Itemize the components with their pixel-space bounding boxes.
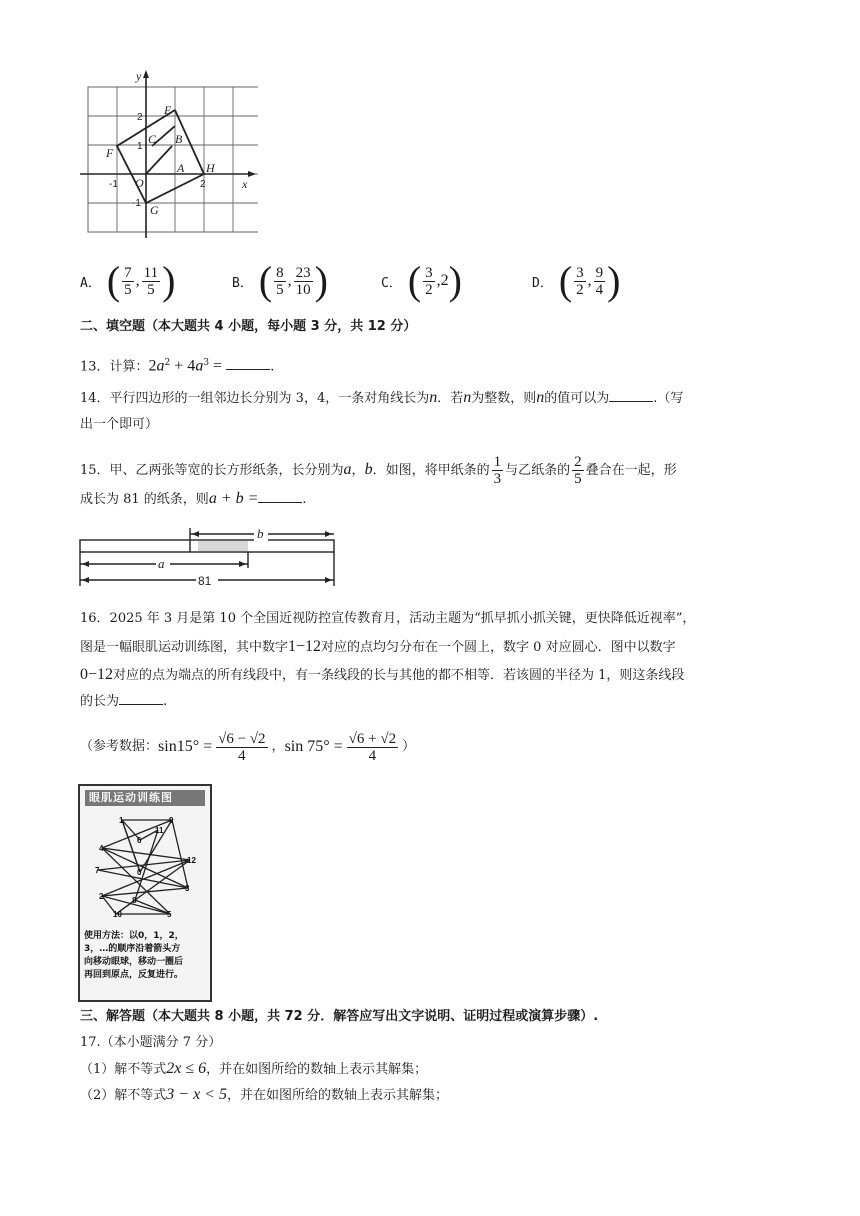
eye-number-label: 4 [99,844,104,853]
point-a-label: A [177,161,185,175]
choice-b[interactable]: B． ( $\frac{8}{5}$ , $\frac{23}{10}$ ) [232,258,328,303]
point-e-label: E [164,103,172,117]
point-b-label: B [175,132,183,146]
section-3-title: 三、解答题（本大题共 8 小题，共 72 分．解答应写出文字说明、证明过程或演算步骤）. [80,1009,599,1024]
tick-y2: 2 [137,112,143,123]
eye-path-segment [135,900,170,914]
eye-usage-1: 使用方法：以0，1，2， [84,931,184,941]
eye-number-label: 6 [137,836,142,845]
question-16-line-1: 16．2025 年 3 月是第 10 个全国近视防控宣传教育月，活动主题为“抓早抓小抓关键，更快降低近视率”， [80,611,696,626]
question-14-line-1: 14．平行四边形的一组邻边长分别为 3，4，一条对角线长为n．若n为整数，则n的值可以为 .（写 [80,389,684,406]
tick-y1: 1 [137,141,143,152]
question-15-line-1: 15．甲、乙两张等宽的长方形纸条，长分别为a，b．如图，将甲纸条的 $\frac{1}{3}$ 与乙纸条的 $\frac{2}{5}$ 叠合在一起，形 [80,454,677,487]
eye-number-label: 3 [185,884,190,893]
point-h-label: H [206,161,215,175]
answer-blank-15[interactable] [258,490,302,503]
eye-number-label: 2 [99,892,104,901]
choice-b-label: B． [232,275,253,291]
eye-number-label: 1 [119,816,124,825]
coordinate-grid-figure [78,66,258,242]
strip-label-b: b [257,526,264,541]
axis-x-label: x [242,177,248,191]
eye-number-label: 10 [113,910,122,919]
strip-label-a: a [158,556,165,571]
strip-label-81: 81 [198,574,212,588]
origin-label: O [135,176,144,190]
choice-c-label: C． [381,275,402,291]
eye-figure-diagram [80,810,210,928]
answer-blank-13[interactable] [226,357,270,370]
axis-y-label: y [136,69,142,83]
question-17-header: 17.（本小题满分 7 分） [80,1035,222,1050]
question-16-line-4: 的长为 . [80,694,168,709]
question-14-line-2: 出一个即可） [80,417,159,432]
answer-blank-16[interactable] [119,692,163,705]
question-16-line-2: 图是一幅眼肌运动训练图，其中数字1−12对应的点均匀分布在一个圆上，数字 0 对应圆心．图中以数字 [80,638,676,655]
eye-number-label: 9 [169,816,174,825]
tick-ym1: -1 [132,198,141,209]
choice-a-label: A． [80,275,101,291]
choice-d[interactable]: D． ( $\frac{3}{2}$ , $\frac{9}{4}$ ) [532,258,621,303]
eye-usage-2: 3，…的顺序沿着箭头方 [84,944,181,954]
eye-training-figure [78,784,212,1002]
point-g-label: G [150,203,159,217]
answer-blank-14[interactable] [609,389,653,402]
eye-path-segment [172,820,188,888]
choice-d-label: D． [532,275,553,291]
eye-figure-title: 眼肌运动训练图 [85,790,205,806]
section-2-title: 二、填空题（本大题共 4 小题，每小题 3 分，共 12 分） [80,319,417,334]
question-16-line-3: 0−12对应的点为端点的所有线段中，有一条线段的长与其他的都不相等．若该圆的半径为 1，则这条线段 [80,666,685,683]
tick-x2: 2 [200,179,206,190]
question-13: 13．计算：$2a^2 + 4a^3$ = . [80,357,275,375]
eye-usage-3: 向移动眼球，移动一圈后 [84,957,184,967]
eye-number-label: 11 [155,826,164,835]
tick-xm1: -1 [109,179,118,190]
reference-data: （参考数据： sin15° = $\frac{√6 - √2}{4}$ ， sin 75° = $\frac{√6 + √2}{4}$ ） [80,730,416,764]
choice-a[interactable]: A． ( $\frac{7}{5}$ , $\frac{11}{5}$ ) [80,258,176,303]
eye-number-label: 12 [187,856,196,865]
paper-strip-figure [78,524,340,590]
eye-number-label: 8 [132,896,137,905]
point-c-label: C [148,132,157,146]
eye-number-label: 0 [137,868,142,877]
choice-c[interactable]: C． ( $\frac{3}{2}$ , 2 ) [381,258,462,303]
point-f-label: F [106,146,114,160]
question-17-part-1: （1）解不等式2x ≤ 6，并在如图所给的数轴上表示其解集； [80,1060,428,1077]
eye-number-label: 7 [95,866,100,875]
question-15-line-2: 成长为 81 的纸条，则a + b = . [80,490,307,507]
eye-number-label: 5 [167,910,172,919]
eye-usage-4: 再回到原点，反复进行。 [84,970,184,980]
question-17-part-2: （2）解不等式3 − x < 5，并在如图所给的数轴上表示其解集； [80,1086,448,1103]
